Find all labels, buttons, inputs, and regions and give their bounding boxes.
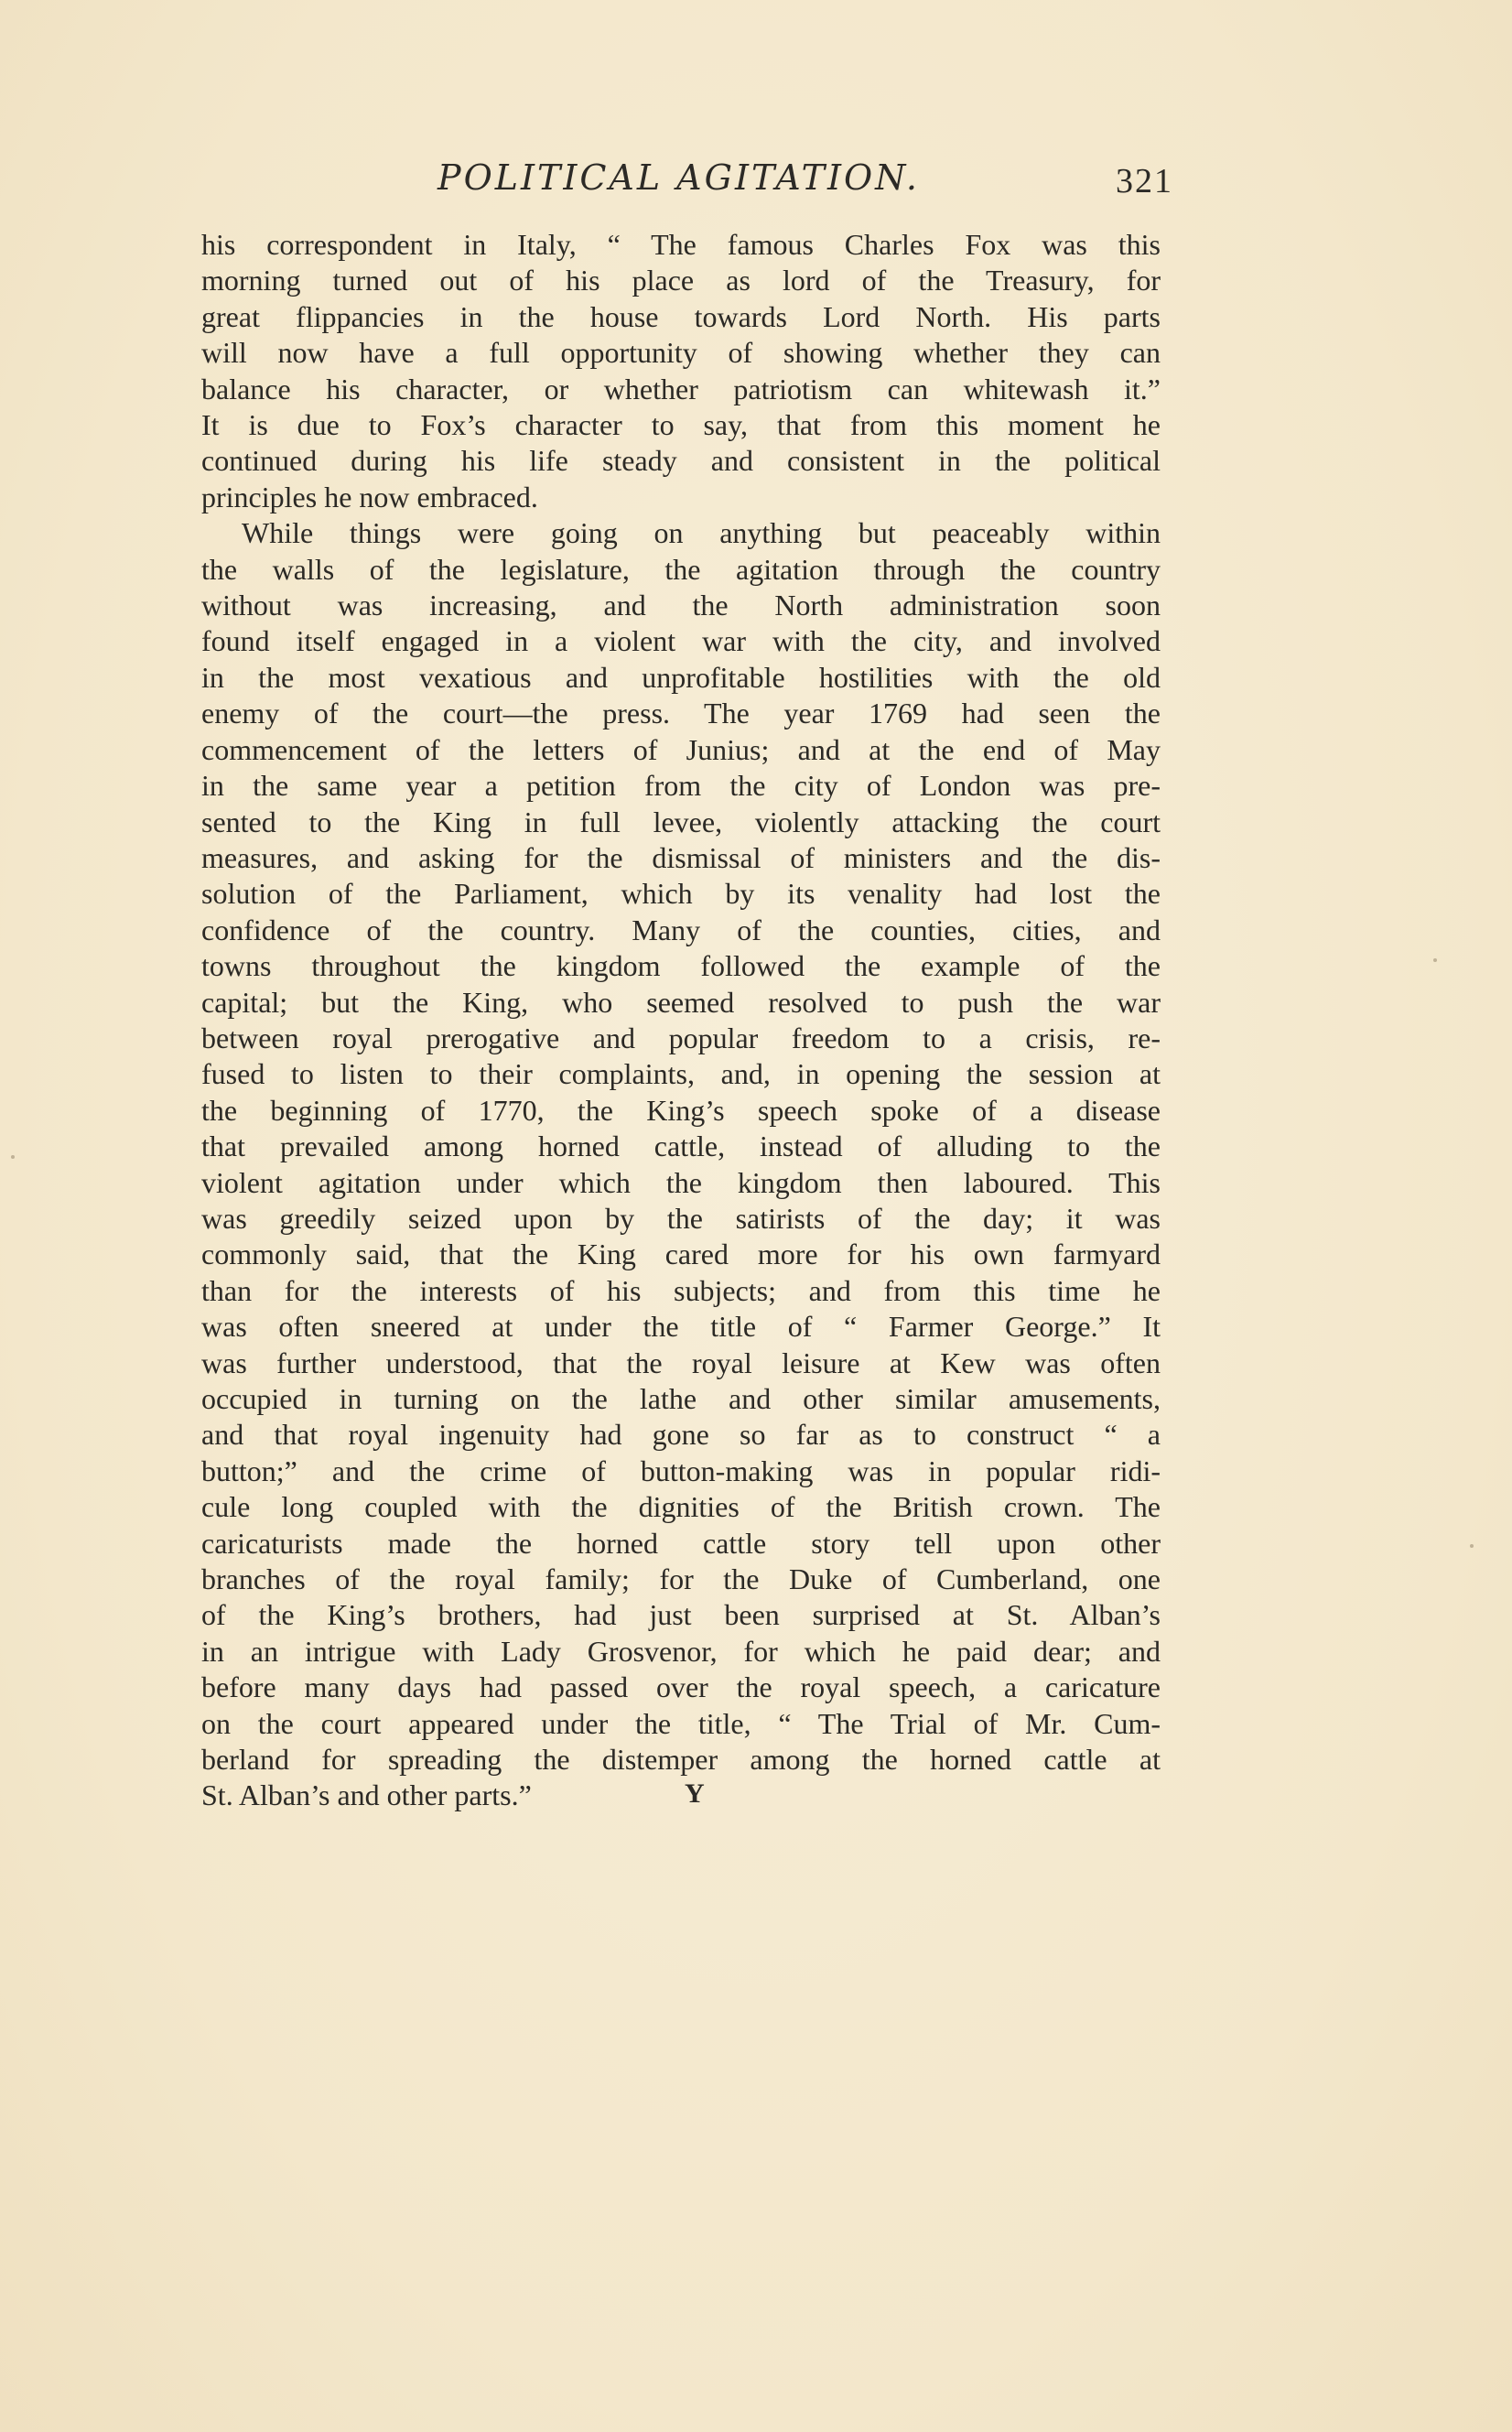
page-header [201, 157, 1173, 212]
text-line: violent agitation under which the kingdom then laboured. This [201, 1165, 1161, 1199]
text-line: morning turned out of his place as lord of the Treasury, for [201, 264, 1161, 297]
text-line: that prevailed among horned cattle, instead of alluding to the [201, 1130, 1161, 1163]
text-line: It is due to Fox’s character to say, that from this moment he [201, 408, 1161, 442]
text-line: and that royal ingenuity had gone so far as to construct “ a [201, 1418, 1161, 1452]
text-line: was greedily seized upon by the satirists of the day; it was [201, 1201, 1161, 1235]
text-line: capital; but the King, who seemed resolved to push the war [201, 985, 1161, 1019]
text-line: button;” and the crime of button-making was in popular ridi- [201, 1454, 1161, 1487]
text-line: commonly said, that the King cared more for his own farmyard [201, 1238, 1161, 1271]
text-line: sented to the King in full levee, violently attacking the court [201, 805, 1161, 838]
text-line: branches of the royal family; for the Duke of Cumberland, one [201, 1562, 1161, 1596]
text-line: St. Alban’s and other parts.” [201, 1778, 532, 1812]
text-line: cule long coupled with the dignities of the British crown. The [201, 1490, 1161, 1524]
paper-speck [11, 1155, 15, 1159]
text-line: enemy of the court—the press. The year 1769 had seen the [201, 697, 1161, 730]
text-line: in the most vexatious and unprofitable hostilities with the old [201, 660, 1161, 694]
text-line: commencement of the letters of Junius; and at the end of May [201, 732, 1161, 766]
text-line: of the King’s brothers, had just been surprised at St. Alban’s [201, 1598, 1161, 1632]
text-line: was often sneered at under the title of “ Farmer George.” It [201, 1310, 1161, 1344]
text-line: occupied in turning on the lathe and other similar amusements, [201, 1382, 1161, 1415]
text-line: the beginning of 1770, the King’s speech spoke of a disease [201, 1093, 1161, 1127]
text-line: balance his character, or whether patriotism can whitewash it.” [201, 372, 1161, 405]
text-line: measures, and asking for the dismissal of ministers and the dis- [201, 840, 1161, 874]
paper-speck [1470, 1544, 1474, 1548]
text-line: continued during his life steady and consistent in the political [201, 444, 1161, 478]
text-line: found itself engaged in a violent war with the city, and involved [201, 624, 1161, 658]
text-line: between royal prerogative and popular freedom to a crisis, re- [201, 1021, 1161, 1054]
text-line: without was increasing, and the North administration soon [201, 589, 1161, 622]
body-text [201, 227, 1161, 1814]
text-line: before many days had passed over the royal speech, a caricature [201, 1670, 1161, 1704]
text-line: While things were going on anything but peaceably within [242, 516, 1161, 550]
paper-speck [1433, 958, 1437, 962]
text-line: solution of the Parliament, which by its venality had lost the [201, 877, 1161, 911]
text-line: than for the interests of his subjects; and from this time he [201, 1273, 1161, 1307]
text-line: in an intrigue with Lady Grosvenor, for which he paid dear; and [201, 1634, 1161, 1668]
text-line: confidence of the country. Many of the counties, cities, and [201, 913, 1161, 946]
page-number: 321 [1116, 162, 1173, 200]
text-line: his correspondent in Italy, “ The famous Charles Fox was this [201, 228, 1161, 261]
text-line: the walls of the legislature, the agitation through the country [201, 552, 1161, 586]
text-line: fused to listen to their complaints, and, in opening the session at [201, 1057, 1161, 1091]
text-line: was further understood, that the royal leisure at Kew was often [201, 1346, 1161, 1379]
text-line: principles he now embraced. [201, 480, 538, 513]
running-title: POLITICAL AGITATION. [437, 157, 921, 198]
text-line: will now have a full opportunity of showing whether they can [201, 336, 1161, 370]
text-line: great flippancies in the house towards Lord North. His parts [201, 299, 1161, 333]
text-line: berland for spreading the distemper among the horned cattle at [201, 1743, 1161, 1777]
text-line: on the court appeared under the title, “ The Trial of Mr. Cum- [201, 1706, 1161, 1740]
text-line: caricaturists made the horned cattle story tell upon other [201, 1526, 1161, 1560]
text-line: towns throughout the kingdom followed the example of the [201, 949, 1161, 983]
signature-mark: Y [685, 1778, 705, 1809]
text-line: in the same year a petition from the city of London was pre- [201, 769, 1161, 803]
